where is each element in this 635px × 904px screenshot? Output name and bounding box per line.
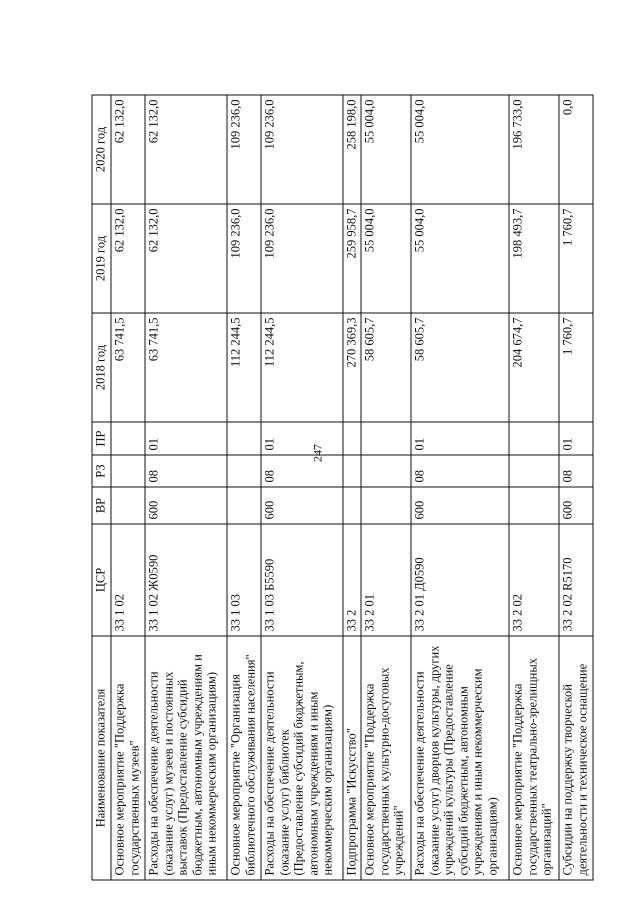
cell-rz: [111, 455, 145, 487]
header-2019: 2019 год: [92, 204, 111, 313]
cell-vr: [227, 487, 261, 524]
header-2018: 2018 год: [92, 313, 111, 422]
page-number: 247: [310, 444, 324, 462]
cell-2018: 204 674,7: [509, 313, 559, 422]
cell-csr: 33 1 02 Ж0590: [145, 524, 227, 636]
cell-name: Подпрограмма "Искусство": [343, 636, 361, 880]
cell-2020: 196 733,0: [509, 95, 559, 204]
cell-name: Основное мероприятие "Организация библиотечного обслуживания населения": [227, 636, 261, 880]
table-row: [559, 95, 593, 880]
cell-pr: [227, 422, 261, 455]
cell-2018: 63 741,5: [111, 313, 145, 422]
cell-vr: 600: [559, 487, 593, 524]
cell-csr: 33 1 03 Б5590: [261, 524, 343, 636]
cell-csr: 33 2 02: [509, 524, 559, 636]
cell-csr: 33 2 01 Д0590: [411, 524, 509, 636]
header-name: Наименование показателя: [92, 636, 111, 880]
cell-rz: [509, 455, 559, 487]
cell-name: Субсидии на поддержку творческой деятельности и техническое оснащение: [559, 636, 593, 880]
cell-pr: 01: [411, 422, 509, 455]
cell-vr: [111, 487, 145, 524]
cell-rz: [343, 455, 361, 487]
cell-vr: 600: [145, 487, 227, 524]
cell-name: Расходы на обеспечение деятельности (оказание услуг) музеев и постоянных выставок (Предоставление субсидий бюджетным, автономным учреждениям и иным некоммерческим организациям): [145, 636, 227, 880]
cell-2019: 55 004,0: [411, 204, 509, 313]
cell-2019: 62 132,0: [145, 204, 227, 313]
cell-2018: 112 244,5: [227, 313, 261, 422]
cell-2019: 198 493,7: [509, 204, 559, 313]
cell-2020: 62 132,0: [145, 95, 227, 204]
header-vr: ВР: [92, 487, 111, 524]
cell-vr: [343, 487, 361, 524]
header-rz: РЗ: [92, 455, 111, 487]
cell-rz: [361, 455, 411, 487]
cell-2018: 1 760,7: [559, 313, 593, 422]
rotated-table-container: [92, 96, 589, 881]
cell-csr: 33 1 02: [111, 524, 145, 636]
table-row: [361, 95, 411, 880]
cell-csr: 33 2 01: [361, 524, 411, 636]
table-header-row: [92, 95, 111, 880]
header-2020: 2020 год: [92, 95, 111, 204]
cell-csr: 33 1 03: [227, 524, 261, 636]
cell-2020: 0,0: [559, 95, 593, 204]
cell-name: Основное мероприятие "Поддержка государственных культурно-досуговых учреждений": [361, 636, 411, 880]
table-row: [261, 95, 343, 880]
cell-2020: 109 236,0: [227, 95, 261, 204]
cell-2018: 58 605,7: [361, 313, 411, 422]
cell-2018: 63 741,5: [145, 313, 227, 422]
cell-vr: 600: [261, 487, 343, 524]
table-row: [411, 95, 509, 880]
cell-name: Расходы на обеспечение деятельности (оказание услуг) библиотек (Предоставление субсидий бюджетным, автономным учреждениям и иным некоммерческим организациям): [261, 636, 343, 880]
cell-2020: 109 236,0: [261, 95, 343, 204]
cell-2019: 62 132,0: [111, 204, 145, 313]
cell-pr: [509, 422, 559, 455]
cell-rz: 08: [145, 455, 227, 487]
cell-pr: 01: [145, 422, 227, 455]
table-row: [111, 95, 145, 880]
cell-2018: 112 244,5: [261, 313, 343, 422]
cell-rz: 08: [411, 455, 509, 487]
budget-table: [92, 95, 594, 881]
cell-rz: 08: [559, 455, 593, 487]
cell-vr: [509, 487, 559, 524]
cell-2020: 258 198,0: [343, 95, 361, 204]
cell-csr: 33 2 02 R5170: [559, 524, 593, 636]
table-row: [509, 95, 559, 880]
cell-vr: [361, 487, 411, 524]
table-row: [145, 95, 227, 880]
cell-2018: 58 605,7: [411, 313, 509, 422]
cell-rz: [227, 455, 261, 487]
cell-pr: 01: [559, 422, 593, 455]
table-row: [343, 95, 361, 880]
cell-name: Расходы на обеспечение деятельности (оказание услуг) дворцов культуры, других учреждений культуры (Предоставление субсидий бюджетным, автономным учреждениям и иным некоммерческим организациям): [411, 636, 509, 880]
cell-2020: 55 004,0: [411, 95, 509, 204]
cell-pr: 01: [261, 422, 343, 455]
cell-2019: 109 236,0: [261, 204, 343, 313]
cell-name: Основное мероприятие "Поддержка государственных музеев": [111, 636, 145, 880]
cell-2019: 259 958,7: [343, 204, 361, 313]
table-row: [227, 95, 261, 880]
cell-2019: 55 004,0: [361, 204, 411, 313]
cell-rz: 08: [261, 455, 343, 487]
cell-2020: 55 004,0: [361, 95, 411, 204]
cell-name: Основное мероприятие "Поддержка государственных театрально-зрелищных организаций": [509, 636, 559, 880]
cell-2018: 270 369,3: [343, 313, 361, 422]
cell-pr: [111, 422, 145, 455]
cell-2020: 62 132,0: [111, 95, 145, 204]
header-pr: ПР: [92, 422, 111, 455]
cell-pr: [361, 422, 411, 455]
cell-vr: 600: [411, 487, 509, 524]
header-csr: ЦСР: [92, 524, 111, 636]
cell-pr: [343, 422, 361, 455]
cell-2019: 1 760,7: [559, 204, 593, 313]
cell-csr: 33 2: [343, 524, 361, 636]
cell-2019: 109 236,0: [227, 204, 261, 313]
